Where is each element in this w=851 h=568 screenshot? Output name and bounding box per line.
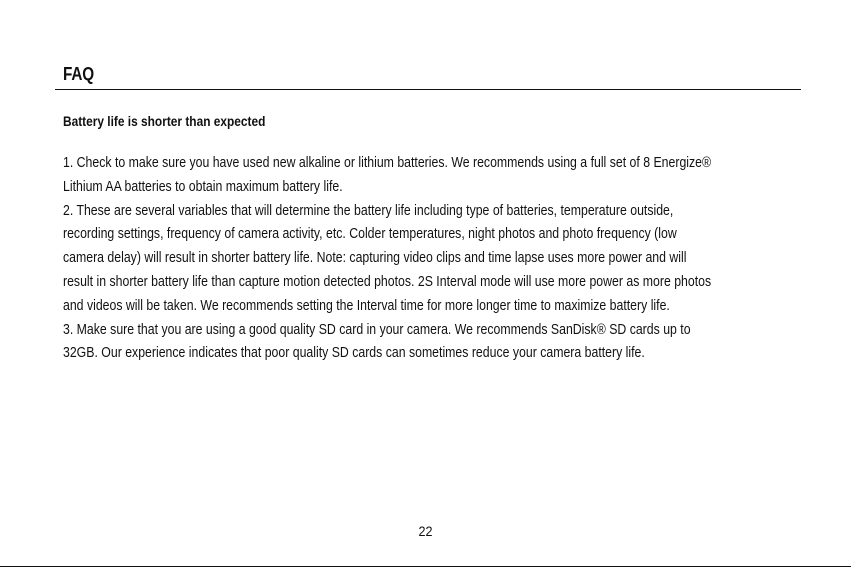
bottom-divider [0,566,851,567]
body-line: recording settings, frequency of camera activity, etc. Colder temperatures, night photos and photo frequency (low [63,225,677,243]
title-divider [55,89,801,90]
body-line: 32GB. Our experience indicates that poor quality SD cards can sometimes reduce your camera battery life. [63,344,645,362]
page-title: FAQ [63,64,94,84]
section-heading: Battery life is shorter than expected [63,113,266,129]
body-line: Lithium AA batteries to obtain maximum battery life. [63,177,343,195]
body-line: 3. Make sure that you are using a good quality SD card in your camera. We recommends SanDisk® SD cards up to [63,320,691,338]
body-line: result in shorter battery life than capture motion detected photos. 2S Interval mode will use more power as more photos [63,272,712,290]
faq-answer-text [63,151,851,365]
body-line: 1. Check to make sure you have used new alkaline or lithium batteries. We recommends using a full set of 8 Energize® [63,154,712,171]
body-line: camera delay) will result in shorter battery life. Note: capturing video clips and time lapse uses more power and will [63,249,687,267]
body-line: 2. These are several variables that will determine the battery life including type of batteries, temperature outside, [63,201,674,219]
page-number: 22 [418,523,433,539]
body-line: and videos will be taken. We recommends setting the Interval time for more longer time to maximize battery life. [63,296,670,314]
